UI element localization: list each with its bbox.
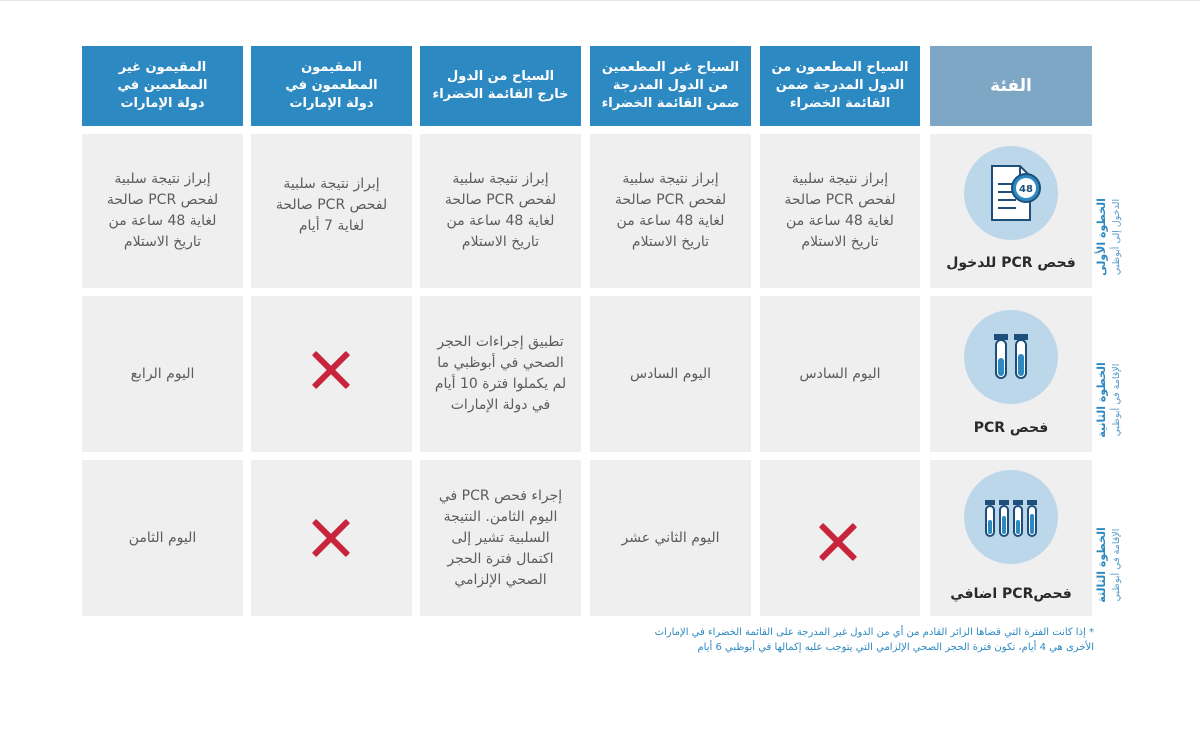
row1-col5-cell: إبراز نتيجة سلبية لفحص PCR صالحة لغاية 48 ساعة من تاريخ الاستلام <box>82 134 243 288</box>
row2-col1-cell: اليوم السادس <box>760 296 920 452</box>
row3-col2-cell: اليوم الثاني عشر <box>590 460 751 616</box>
header-vaccinated-green-list-tourists: السياح المطعمون من الدول المدرجة ضمن القائمة الخضراء <box>760 46 920 126</box>
row1-col2-cell: إبراز نتيجة سلبية لفحص PCR صالحة لغاية 48 ساعة من تاريخ الاستلام <box>590 134 751 288</box>
step-subtitle: الإقامة في أبوظبي <box>1111 528 1122 602</box>
step-title: الخطوة الثالثة <box>1095 527 1108 603</box>
cross-icon <box>818 522 858 562</box>
document-48-hours-icon <box>964 146 1058 240</box>
row1-col3-cell: إبراز نتيجة سلبية لفحص PCR صالحة لغاية 48 ساعة من تاريخ الاستلام <box>420 134 581 288</box>
footnote: * إذا كانت الفترة التي قضاها الزائر القادم من أي من الدول غير المدرجة على القائمة الخضراء في الإمارات الأخرى هي 4 أيام، تكون فترة الحجر الصحي الإلزامي التي يتوجب عليه إكمالها في أبوظبي 6 أيام <box>654 627 1094 653</box>
four-test-tubes-icon <box>964 470 1058 564</box>
test-label-entry-pcr: فحص PCR للدخول <box>946 255 1076 271</box>
step-1-label <box>1094 162 1130 312</box>
test-label-pcr: فحص PCR <box>973 420 1049 436</box>
step-subtitle: الدخول إلى أبوظبي <box>1111 198 1122 276</box>
header-vaccinated-residents: المقيمون المطعمون في دولة الإمارات <box>251 46 412 126</box>
test-tubes-icon <box>964 310 1058 404</box>
header-non-green-list-tourists: السياح من الدول خارج القائمة الخضراء <box>420 46 581 126</box>
test-label-additional-pcr: فحصPCR اضافي <box>950 586 1072 602</box>
row2-col5-cell: اليوم الرابع <box>82 296 243 452</box>
header-category: الفئة <box>930 46 1092 126</box>
cross-icon <box>311 350 351 390</box>
row1-col1-cell: إبراز نتيجة سلبية لفحص PCR صالحة لغاية 48 ساعة من تاريخ الاستلام <box>760 134 920 288</box>
row1-col4-cell: إبراز نتيجة سلبية لفحص PCR صالحة لغاية 7 أيام <box>251 134 412 288</box>
top-divider <box>0 0 1200 1</box>
badge-48-label: 48 <box>1019 184 1033 195</box>
row3-col3-cell: إجراء فحص PCR في اليوم الثامن. النتيجة السلبية تشير إلى اكتمال فترة الحجر الصحي الإلزامي <box>420 460 581 616</box>
row2-col2-cell: اليوم السادس <box>590 296 751 452</box>
header-unvaccinated-residents: المقيمون غير المطعمين في دولة الإمارات <box>82 46 243 126</box>
step-subtitle: الإقامة في أبوظبي <box>1111 363 1122 437</box>
step-2-label <box>1094 325 1130 475</box>
header-unvaccinated-green-list-tourists: السياح غير المطعمين من الدول المدرجة ضمن القائمة الخضراء <box>590 46 751 126</box>
step-title: الخطوة الثانية <box>1095 362 1108 438</box>
cross-icon <box>311 518 351 558</box>
step-3-label <box>1094 490 1130 640</box>
step-title: الخطوة الأولى <box>1095 198 1108 276</box>
row2-col3-cell: تطبيق إجراءات الحجر الصحي في أبوظبي ما لم يكملوا فترة 10 أيام في دولة الإمارات <box>420 296 581 452</box>
row3-col5-cell: اليوم الثامن <box>82 460 243 616</box>
